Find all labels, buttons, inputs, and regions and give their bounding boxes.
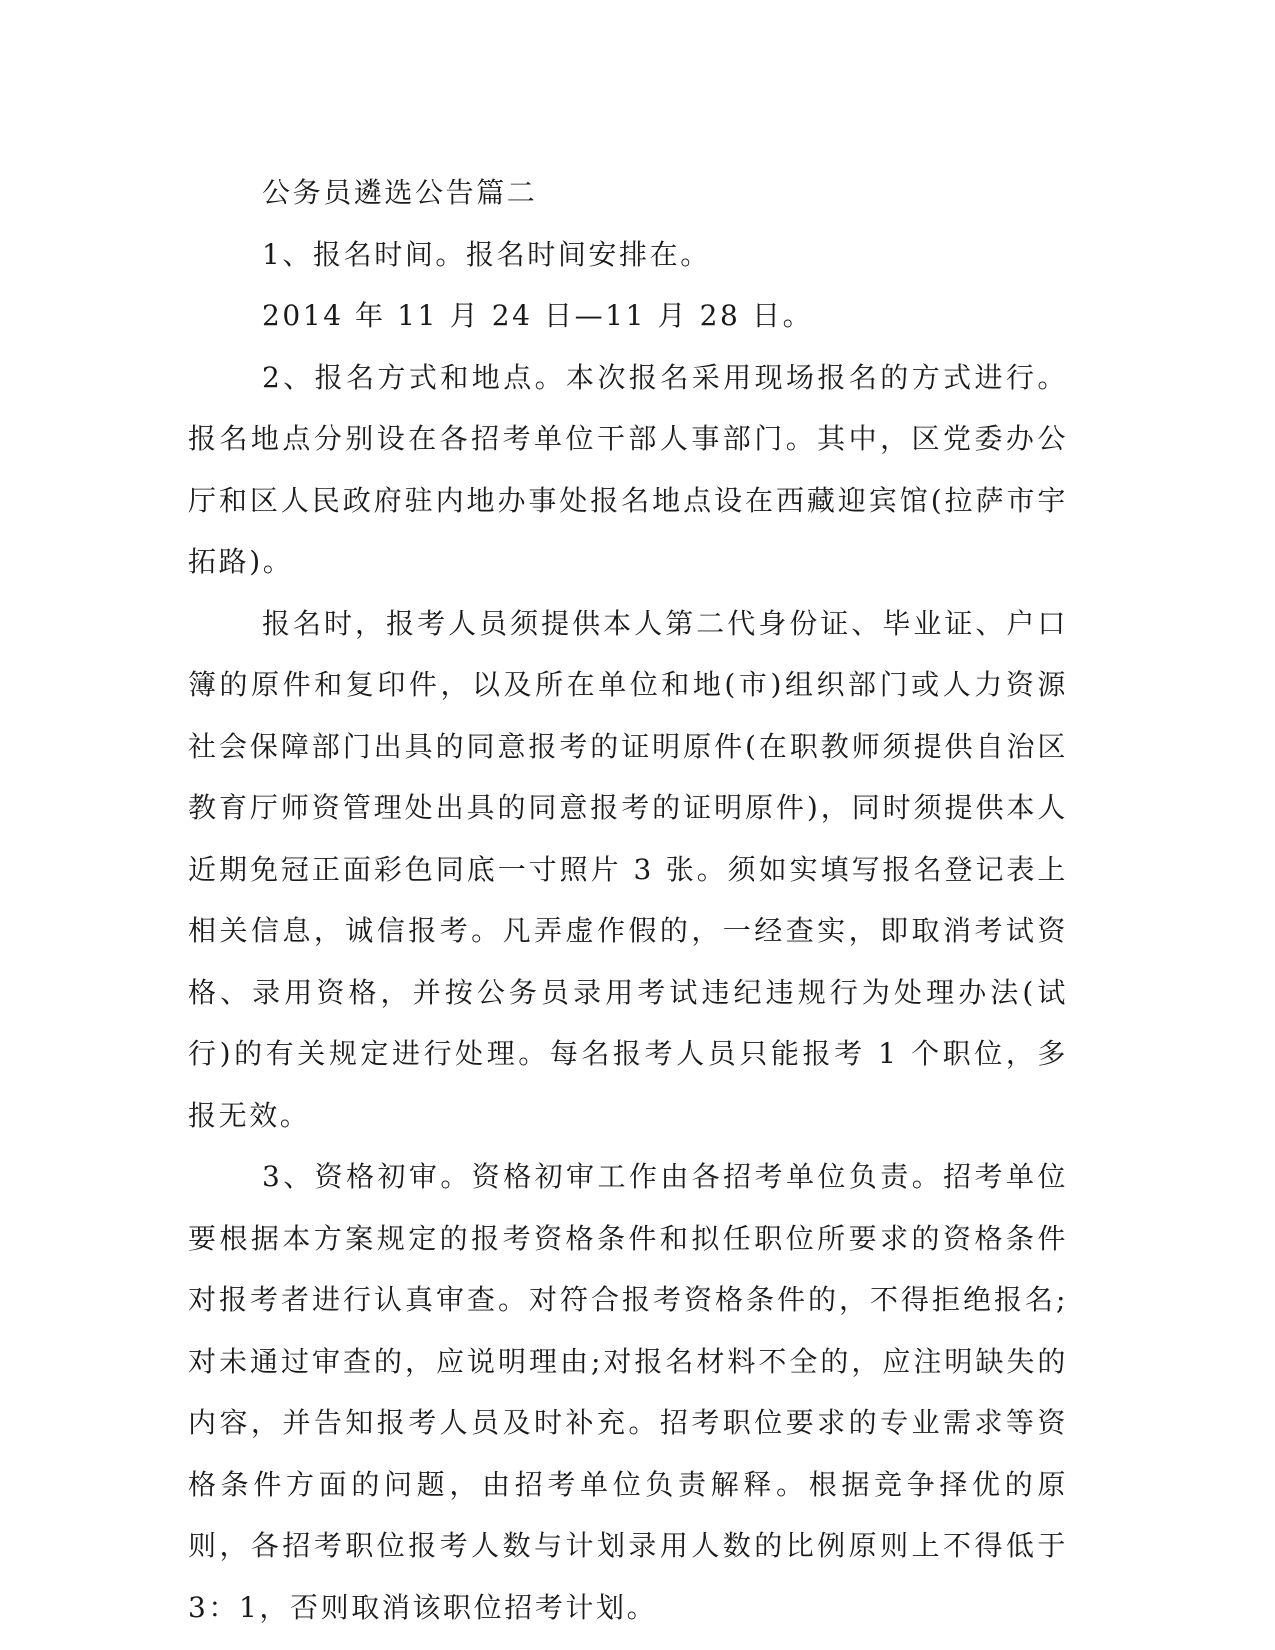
document-heading: 公务员遴选公告篇二: [262, 176, 538, 209]
paragraph-registration-dates: 2014 年 11 月 24 日—11 月 28 日。: [262, 299, 814, 332]
paragraph-registration-requirements: 报名时，报考人员须提供本人第二代身份证、毕业证、户口簿的原件和复印件，以及所在单位和地(市)组织部门或人力资源社会保障部门出具的同意报考的证明原件(在职教师须提供自治区教育厅师资管理处出具的同意报考的证明原件)，同时须提供本人近期免冠正面彩色同底一寸照片 3 张。须如实填写报名登记表上相关信息，诚信报考。凡弄虚作假的，一经查实，即取消考试资格、录用资格，并按公务员录用考试违纪违规行为处理办法(试行)的有关规定进行处理。每名报考人员只能报考 1 个职位，多报无效。: [188, 606, 1068, 1132]
paragraph-qualification-review: 3、资格初审。资格初审工作由各招考单位负责。招考单位要根据本方案规定的报考资格条件和拟任职位所要求的资格条件对报考者进行认真审查。对符合报考资格条件的，不得拒绝报名;对未通过审查的，应说明理由;对报名材料不全的，应注明缺失的内容，并告知报考人员及时补充。招考职位要求的专业需求等资格条件方面的问题，由招考单位负责解释。根据竞争择优的原则，各招考职位报考人数与计划录用人数的比例原则上不得低于 3：1，否则取消该职位招考计划。: [188, 1160, 1068, 1624]
paragraph-registration-method: 2、报名方式和地点。本次报名采用现场报名的方式进行。报名地点分别设在各招考单位干部人事部门。其中，区党委办公厅和区人民政府驻内地办事处报名地点设在西藏迎宾馆(拉萨市宇拓路)。: [188, 360, 1068, 578]
paragraph-registration-time: 1、报名时间。报名时间安排在。: [262, 237, 711, 271]
document-body: [188, 162, 1068, 1638]
